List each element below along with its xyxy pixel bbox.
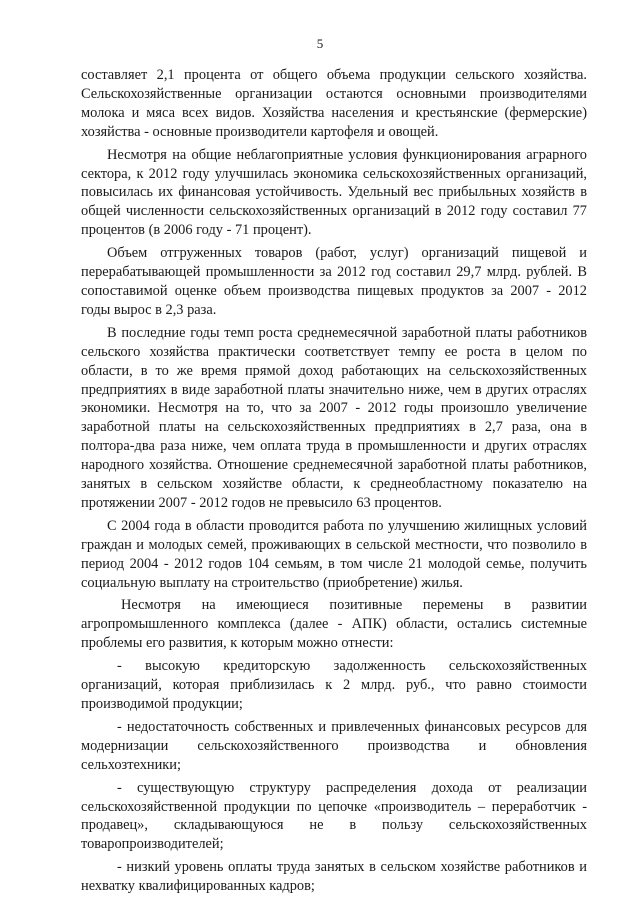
list-item: - высокую кредиторскую задолженность сельскохозяйственных организаций, которая приблизилась к 2 млрд. руб., что равно стоимости производимой продукции; [81,658,587,712]
paragraph: Объем отгруженных товаров (работ, услуг) организаций пищевой и перерабатывающей промышленности за 2012 год составил 29,7 млрд. рублей. В сопоставимой оценке объем производства пищевых продуктов за 2007 - 2012 годы вырос в 2,3 раза. [81,245,587,318]
paragraph: составляет 2,1 процента от общего объема продукции сельского хозяйства. Сельскохозяйственные организации остаются основными производителями молока и мяса всех видов. Хозяйства населения и крестьянские (фермерские) хозяйства - основные производители картофеля и овощей. [81,67,587,140]
paragraph: С 2004 года в области проводится работа по улучшению жилищных условий граждан и молодых семей, проживающих в сельской местности, что позволило в период 2004 - 2012 годов 104 семьям, в том числе 21 молодой семье, получить социальную выплату на строительство (приобретение) жилья. [81,517,587,591]
page-number: 5 [316,36,324,51]
paragraph: Несмотря на имеющиеся позитивные перемены в развитии агропромышленного комплекса (далее - АПК) области, остались системные проблемы его развития, к которым можно отнести: [81,597,587,652]
list-item: - низкий уровень оплаты труда занятых в сельском хозяйстве работников и нехватку квалифицированных кадров; [81,859,587,895]
list-item: - существующую структуру распределения дохода от реализации сельскохозяйственной продукции по цепочке «производитель – переработчик - продавец», складывающуюся не в пользу сельскохозяйственных товаропроизводителей; [81,779,587,853]
list-item: - недостаточность собственных и привлеченных финансовых ресурсов для модернизации сельскохозяйственного производства и обновления сельхозтехники; [81,718,587,773]
paragraph: Несмотря на общие неблагоприятные условия функционирования аграрного сектора, к 2012 году улучшилась экономика сельскохозяйственных организаций, повысилась их финансовая устойчивость. Удельный вес прибыльных хозяйств в общей численности сельскохозяйственных организаций в 2012 году составил 77 процентов (в 2006 году - 71 процент). [81,146,587,239]
document-body [81,66,587,900]
paragraph: В последние годы темп роста среднемесячной заработной платы работников сельского хозяйства практически соответствует темпу ее роста в целом по области, в то же время прямой доход работающих на сельскохозяйственных предприятиях в виде заработной платы значительно ниже, чем в других отраслях экономики. Несмотря на то, что за 2007 - 2012 годы произошло увеличение заработной платы на сельскохозяйственных предприятиях в 2,7 раза, она в полтора-два раза ниже, чем оплата труда в промышленности и других отраслях народного хозяйства. Отношение среднемесячной заработной платы работников, занятых в сельском хозяйстве области, к среднеобластному показателю на протяжении 2007 - 2012 годов не превысило 63 процентов. [81,324,587,511]
